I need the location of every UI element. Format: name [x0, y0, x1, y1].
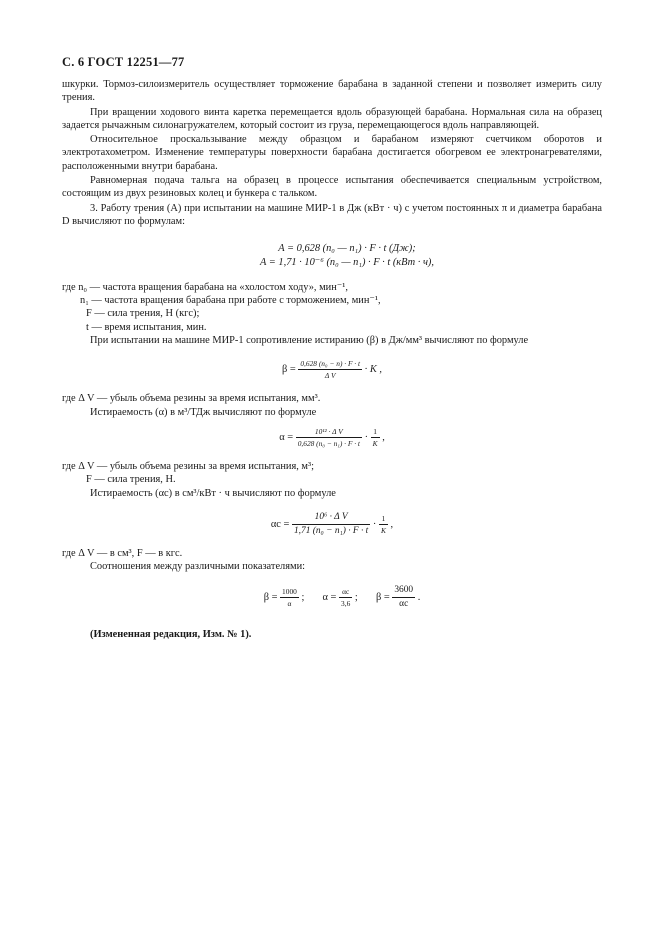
formula-alpha-denominator: 0,628 (n₀ − n₁) · F · t — [297, 438, 360, 448]
formula-alpha-c-k-denominator: K — [380, 525, 386, 535]
relation-2-lhs: α = — [322, 592, 337, 604]
paragraph-9: Соотношения между различными показателями: — [90, 561, 306, 573]
paragraph-5: 3. Работу трения (A) при испытании на машине МИР-1 в Дж (кВт · ч) с учетом постоянных π и диаметра барабана D вычисляют по формулам: — [62, 202, 602, 227]
paragraph-1: шкурки. Тормоз-силоизмеритель осуществляет торможение барабана в заданной степени и позволяет измерить силу трения. — [62, 79, 602, 104]
definition-t: t — время испытания, мин. — [86, 321, 207, 333]
paragraph-4: Равномерная подача тальга на образец в процессе испытания обеспечивается специальным устройством, состоящим из двух резиновых колец и бункера с тальком. — [62, 175, 602, 200]
relation-1-fraction — [280, 587, 299, 608]
formula-alpha-lhs: α = — [279, 431, 294, 443]
formula-alpha-numerator: 10¹² · Δ V — [314, 426, 343, 436]
formula-beta-tail: · K , — [364, 364, 382, 376]
formula-alpha-tail: , — [382, 431, 385, 443]
formula-work-joules: A = 0,628 (n₀ — n₁) · F · t (Дж); — [278, 243, 416, 255]
formula-alpha-c-denominator: 1,71 (n₀ − n₁) · F · t — [293, 525, 369, 536]
formula-alpha-c-lhs: αс = — [270, 518, 290, 530]
definition-delta-v-m3: где Δ V — убыль объема резины за время испытания, м³; — [62, 460, 315, 472]
amendment-note: (Измененная редакция, Изм. № 1). — [90, 629, 252, 641]
definition-f: F — сила трения, Н (кгс); — [86, 308, 200, 320]
formula-alpha-k-fraction — [371, 427, 380, 448]
relation-2-denominator: 3,6 — [341, 599, 351, 609]
relation-1-sep: ; — [301, 592, 305, 604]
paragraph-3: Относительное проскальзывание между образцом и барабаном измеряют счетчиком оборотов и электротахометром. Изменение температуры поверхности барабана достигается обогревом ее электронагревателями, расположенными внутри барабана. — [62, 134, 602, 172]
paragraph-2: При вращении ходового винта каретка перемещается вдоль образующей барабана. Нормальная сила на образец задается рычажным силонагружателем, который состоит из груза, перемещающегося вдоль направляющей. — [62, 106, 602, 131]
relation-3-numerator: 3600 — [394, 585, 414, 596]
paragraph-7: Истираемость (α) в м³/ТДж вычисляют по формуле — [90, 406, 317, 418]
formula-alpha-c-fraction — [292, 512, 370, 537]
formula-alpha-k-numerator: 1 — [373, 426, 377, 436]
formula-beta-fraction — [298, 359, 362, 380]
formula-alpha-c-tail: , — [390, 518, 394, 530]
formula-work-kwh: A = 1,71 · 10⁻⁶ (n₀ — n₁) · F · t (кВт · ч), — [260, 256, 434, 268]
formula-alpha-c-k-numerator: 1 — [381, 513, 386, 523]
formula-alpha-c-k-fraction — [379, 514, 388, 535]
relation-1-denominator: α — [280, 597, 299, 608]
formula-beta — [62, 359, 602, 380]
definition-f-newton: F — сила трения, Н. — [86, 474, 176, 486]
formula-beta-lhs: β = — [282, 364, 296, 376]
document-body — [62, 78, 602, 642]
paragraph-6: При испытании на машине МИР-1 сопротивление истиранию (β) в Дж/мм³ вычисляют по формуле — [90, 335, 529, 347]
paragraph-8: Истираемость (αс) в см³/кВт · ч вычисляют по формуле — [90, 487, 336, 499]
formula-alpha: α = $\frac{\text{10¹² · Δ V}}{\text{0,628 (n₀ − n₁) · F · t}}$ · $\frac{1}{K}$ , — [279, 426, 385, 448]
definition-n0: где n₀ — частота вращения барабана на «холостом ходу», мин⁻¹, — [62, 281, 348, 293]
relation-1-lhs: β = — [263, 592, 278, 604]
relation-3-lhs: β = — [375, 592, 390, 604]
formula-alpha-fraction — [296, 427, 362, 448]
relation-1-numerator: 1000 — [282, 587, 297, 597]
relation-2-sep: ; — [354, 592, 358, 604]
formula-alpha-c-numerator: 10⁶ · Δ V — [314, 511, 348, 522]
formula-beta-denominator: Δ V — [298, 369, 362, 380]
relation-3-denominator: αс — [392, 597, 415, 610]
relation-2-fraction — [339, 587, 352, 608]
formula-relations — [62, 585, 602, 610]
formula-alpha-k-denominator: K — [372, 438, 378, 448]
page-header: С. 6 ГОСТ 12251—77 — [62, 55, 185, 69]
relation-2-numerator: αс — [342, 587, 350, 597]
definition-delta-v-mm3: где Δ V — убыль объема резины за время испытания, мм³. — [62, 393, 321, 405]
relation-3-sep: . — [417, 592, 421, 604]
definition-n1: n₁ — частота вращения барабана при работе с торможением, мин⁻¹, — [80, 295, 381, 307]
formula-beta-numerator: 0,628 (n₀ − n) · F · t — [300, 359, 361, 369]
relation-3-fraction — [392, 585, 415, 610]
formula-alpha-c: αс = $\frac{\text{10⁶ · Δ V}}{\text{1,71 (n₀ − n₁) · F · t}}$ · $\frac{1}{K}$ , — [270, 511, 394, 536]
definition-units: где Δ V — в см³, F — в кгс. — [62, 547, 183, 559]
